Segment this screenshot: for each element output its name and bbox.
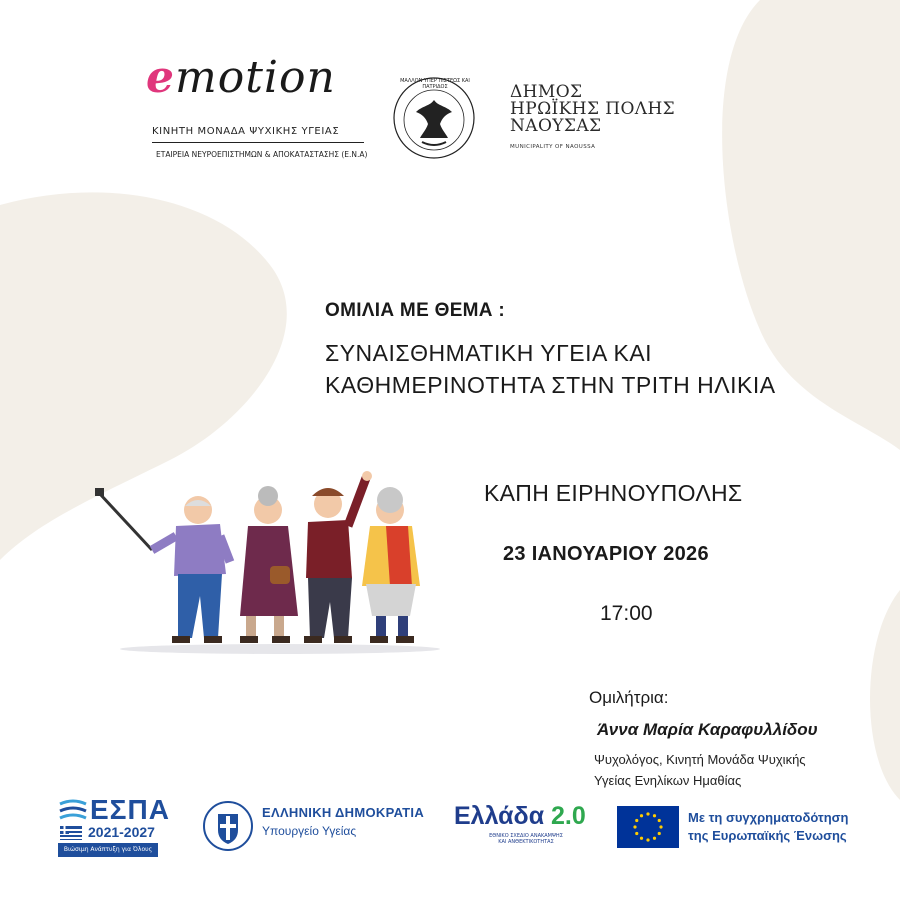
event-venue: ΚΑΠΗ ΕΙΡΗΝΟΥΠΟΛΗΣ (484, 480, 743, 506)
emotion-divider (152, 142, 364, 143)
emotion-logo: emotion (146, 52, 336, 103)
greece20-subtitle: ΕΘΝΙΚΟ ΣΧΕΔΙΟ ΑΝΑΚΑΜΨΗΣ ΚΑΙ ΑΝΘΕΚΤΙΚΟΤΗΤΑΣ (489, 833, 563, 845)
eu-flag-icon (617, 806, 679, 848)
speaker-role-line1: Ψυχολόγος, Κινητή Μονάδα Ψυχικής (594, 752, 806, 767)
eu-star (640, 837, 643, 840)
eu-star (658, 832, 661, 835)
elderly-friends-selfie-illustration (90, 466, 440, 656)
seal-motto: ΜΑΛΛΟΝ ΥΠΕΡ ΠΙΣΤΕΩΣ ΚΑΙ ΠΑΤΡΙΔΟΣ (400, 78, 470, 90)
topic-title-line1: ΣΥΝΑΙΣΘΗΜΑΤΙΚΗ ΥΓΕΙΑ ΚΑΙ (325, 340, 653, 366)
municipality-name: ΔΗΜΟΣ ΗΡΩΪΚΗΣ ΠΟΛΗΣ ΝΑΟΥΣΑΣ (510, 82, 676, 136)
speaker-label: Ομιλήτρια: (589, 688, 669, 707)
emotion-subtitle: ΚΙΝΗΤΗ ΜΟΝΑΔΑ ΨΥΧΙΚΗΣ ΥΓΕΙΑΣ (152, 126, 340, 137)
ministry-name: Υπουργείο Υγείας (262, 824, 357, 838)
greek-coat-of-arms-icon (202, 800, 254, 852)
eu-star (635, 819, 638, 822)
municipality-english: MUNICIPALITY OF NAOUSSA (510, 144, 596, 150)
eu-star (633, 825, 636, 828)
espa-logo-word: ΕΣΠΑ (90, 794, 170, 825)
greek-flag-icon (60, 826, 82, 840)
speaker-role-line2: Υγείας Ενηλίκων Ημαθίας (594, 773, 742, 788)
eu-cofunding-line1: Με τη συγχρηματοδότηση (688, 810, 849, 825)
eu-star (640, 814, 643, 817)
eu-star (653, 837, 656, 840)
eu-star (635, 832, 638, 835)
greek-republic-title: ΕΛΛΗΝΙΚΗ ΔΗΜΟΚΡΑΤΙΑ (262, 805, 425, 820)
event-time: 17:00 (600, 602, 653, 625)
eu-star (659, 825, 662, 828)
topic-label: ΟΜΙΛΙΑ ΜΕ ΘΕΜΑ : (325, 300, 506, 321)
espa-waves-icon (58, 798, 88, 820)
greece20-logo: Ελλάδα 2.0 (454, 802, 586, 830)
eu-star (646, 838, 649, 841)
eu-cofunding-line2: της Ευρωπαϊκής Ένωσης (688, 828, 847, 843)
event-date: 23 ΙΑΝΟΥΑΡΙΟΥ 2026 (503, 543, 709, 565)
eu-star (658, 819, 661, 822)
eu-star (646, 812, 649, 815)
eu-star (653, 814, 656, 817)
topic-title-line2: ΚΑΘΗΜΕΡΙΝΟΤΗΤΑ ΣΤΗΝ ΤΡΙΤΗ ΗΛΙΚΙΑ (325, 372, 776, 398)
espa-tagline: Βιώσιμη Ανάπτυξη για Όλους (58, 843, 158, 857)
speaker-name: Άννα Μαρία Καραφυλλίδου (597, 720, 818, 739)
emotion-company: ΕΤΑΙΡΕΙΑ ΝΕΥΡΟΕΠΙΣΤΗΜΩΝ & ΑΠΟΚΑΤΑΣΤΑΣΗΣ (Ε.Ν.Α) (156, 150, 368, 159)
espa-years: 2021-2027 (88, 824, 155, 840)
